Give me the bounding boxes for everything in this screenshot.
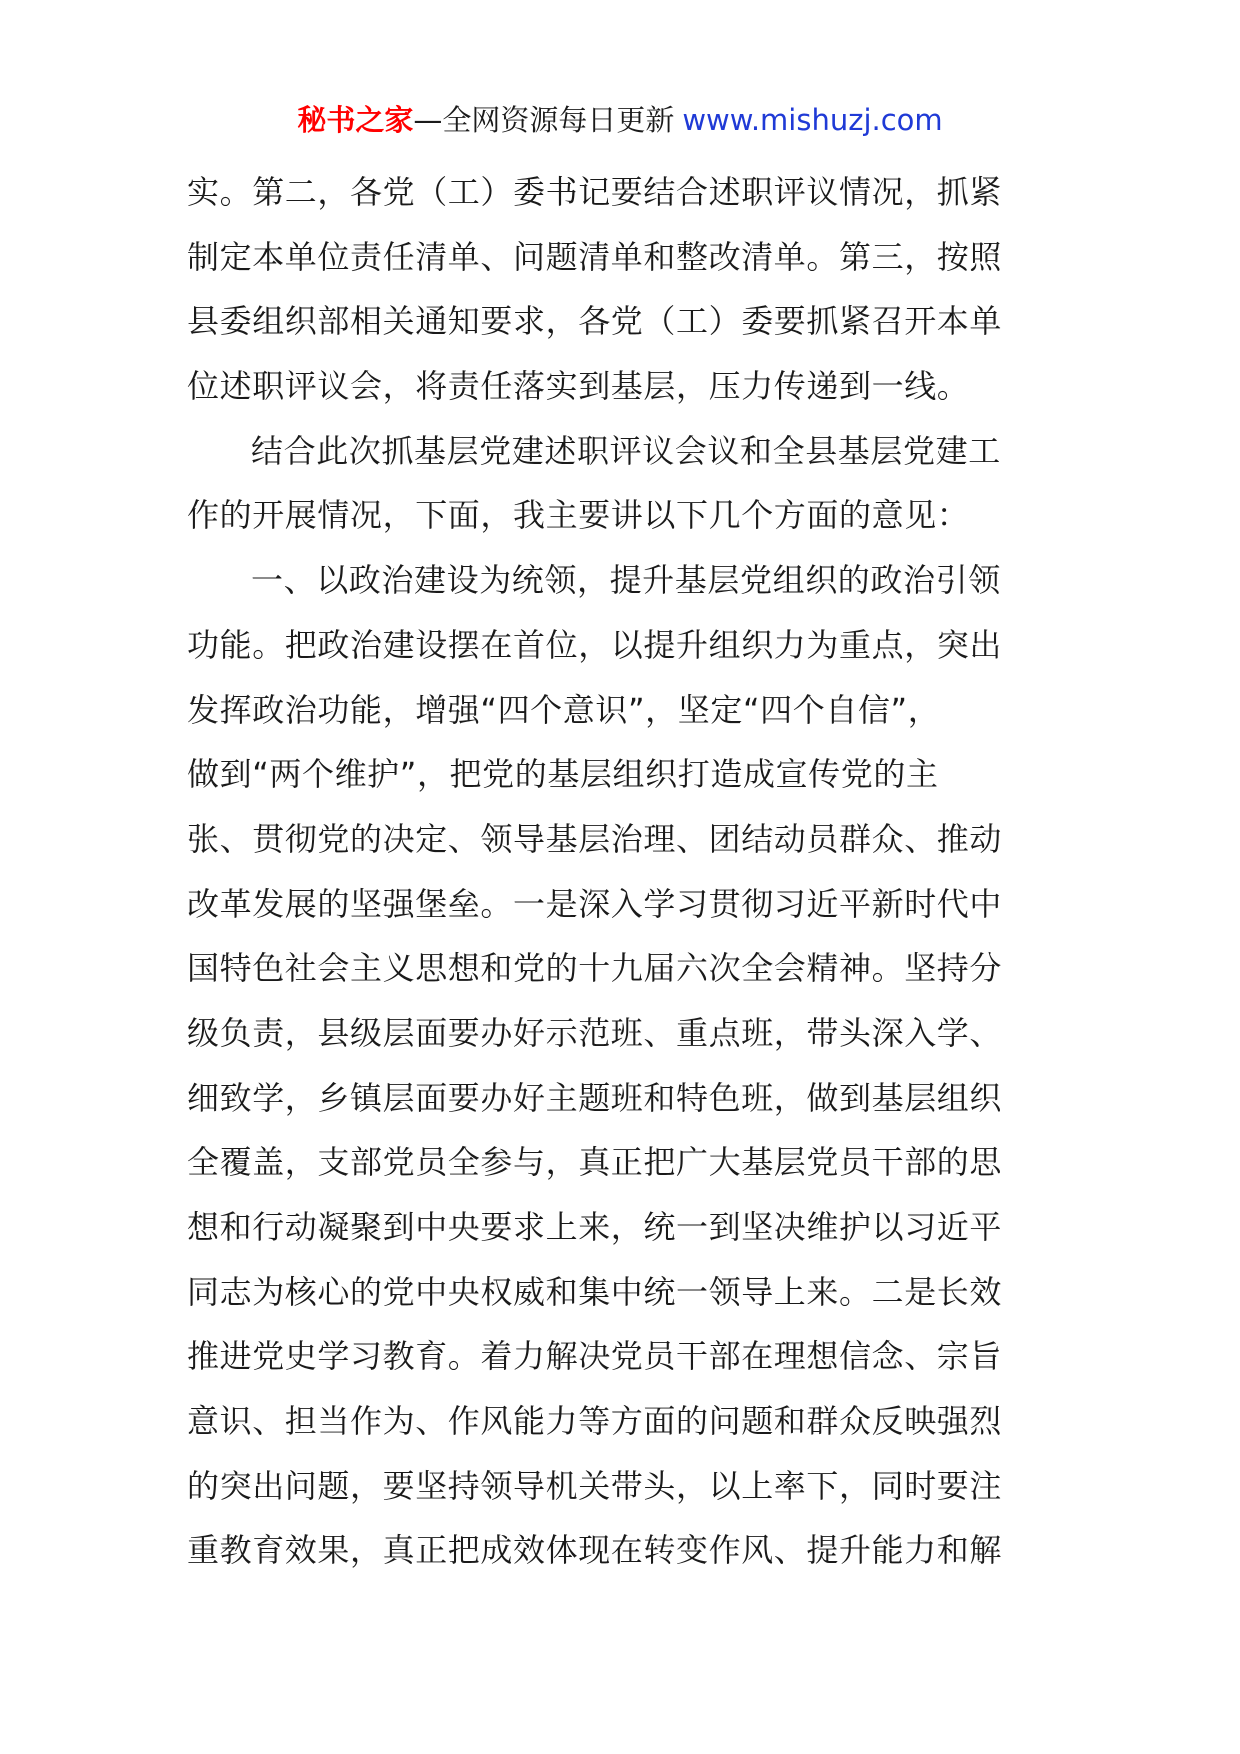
text-line: 重教育效果，真正把成效体现在转变作风、提升能力和解 — [187, 1531, 1003, 1570]
text-line: 一、以政治建设为统领，提升基层党组织的政治引领 — [251, 561, 1001, 600]
text-line: 做到“两个维护”，把党的基层组织打造成宣传党的主 — [187, 755, 939, 794]
text-line: 县委组织部相关通知要求，各党（工）委要抓紧召开本单 — [187, 302, 1003, 341]
text-line: 制定本单位责任清单、问题清单和整改清单。第三，按照 — [187, 237, 1003, 276]
text-line: 同志为核心的党中央权威和集中统一领导上来。二是长效 — [187, 1272, 1003, 1311]
text-line: 推进党史学习教育。着力解决党员干部在理想信念、宗旨 — [187, 1337, 1003, 1376]
text-line: 想和行动凝聚到中央要求上来，统一到坚决维护以习近平 — [187, 1208, 1003, 1246]
text-line: 改革发展的坚强堡垒。一是深入学习贯彻习近平新时代中 — [187, 884, 1003, 923]
text-line: 全覆盖，支部党员全参与，真正把广大基层党员干部的思 — [187, 1143, 1003, 1182]
text-line: 作的开展情况，下面，我主要讲以下几个方面的意见： — [187, 496, 970, 535]
header-tagline: —全网资源每日更新 — [413, 103, 675, 137]
text-line: 国特色社会主义思想和党的十九届六次全会精神。坚持分 — [187, 949, 1003, 988]
text-line: 意识、担当作为、作风能力等方面的问题和群众反映强烈 — [187, 1402, 1003, 1441]
body-text — [187, 160, 1057, 1583]
text-line: 细致学，乡镇层面要办好主题班和特色班，做到基层组织 — [187, 1078, 1003, 1117]
text-line: 发挥政治功能，增强“四个意识”，坚定“四个自信”， — [187, 690, 941, 729]
text-line: 的突出问题，要坚持领导机关带头，以上率下，同时要注 — [187, 1466, 1003, 1505]
website-url: www.mishuzj.com — [682, 103, 943, 137]
text-line: 张、贯彻党的决定、领导基层治理、团结动员群众、推动 — [187, 819, 1003, 858]
text-line: 实。第二，各党（工）委书记要结合述职评议情况，抓紧 — [187, 173, 1003, 211]
text-line: 功能。把政治建设摆在首位，以提升组织力为重点，突出 — [187, 625, 1003, 664]
brand-name: 秘书之家 — [297, 103, 414, 137]
text-line: 位述职评议会，将责任落实到基层，压力传递到一线。 — [187, 367, 970, 406]
text-line: 结合此次抓基层党建述职评议会议和全县基层党建工 — [251, 431, 1001, 470]
page-header — [0, 98, 1240, 142]
text-line: 级负责，县级层面要办好示范班、重点班，带头深入学、 — [187, 1013, 1003, 1052]
